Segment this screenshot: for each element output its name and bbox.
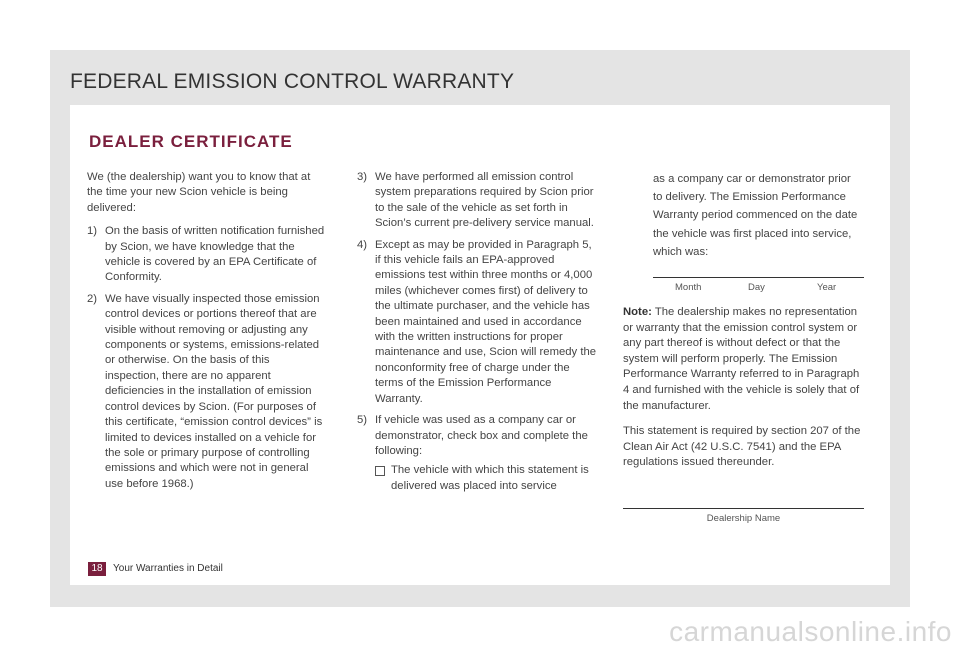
- list-text: We have performed all emission control system preparations required by Scion prior to the sale of the vehicle as set forth in Scion’s current pre-delivery service manual.: [375, 171, 594, 230]
- month-label: Month: [675, 282, 702, 293]
- continuation-paragraph: as a company car or demonstrator prior to delivery. The Emission Performance Warranty period commenced on the date the vehicle was first placed into service, which was:: [653, 173, 858, 258]
- list-text: We have visually inspected those emission control devices or portions thereof that are visible without removing or adjusting any components or systems, emissions-related or otherwise. On the basis of this inspection, there are no apparent deficiencies in the installation of emission control devices by Scion. (For purposes of this certificate, “emission control devices” is limited to devices installed on a vehicle for the sole or primary purpose of controlling emissions and which were not in general use before 1968.): [105, 292, 323, 490]
- list-item: [357, 238, 597, 407]
- note-text: The dealership makes no representation or warranty that the emission control system or any part thereof is without defect or that the system will perform properly. The Emission Performance Warranty referred to in Paragraph 4 and furnished with the vehicle is solely that of the manufacturer.: [623, 306, 860, 412]
- dealership-name-line[interactable]: [623, 508, 864, 509]
- list-text: If vehicle was used as a company car or demonstrator, check box and complete the following:: [375, 414, 588, 457]
- list-number: 1): [87, 225, 98, 238]
- column-2: [357, 170, 597, 500]
- year-label: Year: [817, 282, 837, 293]
- column-1: [87, 170, 325, 498]
- watermark: carmanualsonline.info: [669, 616, 952, 647]
- section-title: DEALER CERTIFICATE: [89, 132, 293, 151]
- service-date-line[interactable]: [653, 277, 864, 278]
- numbered-list-1: [87, 224, 325, 492]
- checkbox-label: The vehicle with which this statement is delivered was placed into service: [391, 464, 589, 492]
- column-3: [623, 170, 863, 261]
- list-number: 2): [87, 292, 98, 305]
- list-item: [357, 413, 597, 494]
- list-text: Except as may be provided in Paragraph 5, if this vehicle fails an EPA-approved emissions test within three months or 4,000 miles (whichever comes first) of delivery to the ultimate purchaser, and the vehicle has been maintained and used in accordance with the written instructions for proper maintenance and use, Scion will remedy the nonconformity free of charge under the terms of the Emission Performance Warranty.: [375, 238, 597, 405]
- list-number: 3): [357, 171, 368, 183]
- list-item: [87, 224, 325, 286]
- numbered-list-2: [357, 170, 597, 494]
- list-number: 4): [357, 238, 368, 251]
- dealership-name-label: Dealership Name: [706, 513, 781, 524]
- intro-paragraph: We (the dealership) want you to know that at the time your new Scion vehicle is being delivered:: [87, 171, 311, 214]
- company-car-checkbox-row: [375, 463, 597, 494]
- page-number-badge: 18: [88, 562, 106, 576]
- note-paragraph: [623, 305, 863, 414]
- note-label: Note:: [623, 306, 652, 318]
- list-text: On the basis of written notification furnished by Scion, we have knowledge that the vehicle is covered by an EPA Certificate of Conformity.: [105, 225, 325, 284]
- footer-text: Your Warranties in Detail: [113, 563, 223, 574]
- list-number: 5): [357, 414, 368, 427]
- day-label: Day: [748, 282, 765, 293]
- company-car-checkbox[interactable]: [375, 466, 385, 476]
- list-item: [357, 170, 597, 232]
- page-title: FEDERAL EMISSION CONTROL WARRANTY: [70, 70, 515, 93]
- statement-paragraph: This statement is required by section 207 of the Clean Air Act (42 U.S.C. 7541) and the EPA regulations issued thereunder.: [623, 425, 861, 469]
- note-block: [623, 305, 863, 481]
- list-item: [87, 292, 325, 492]
